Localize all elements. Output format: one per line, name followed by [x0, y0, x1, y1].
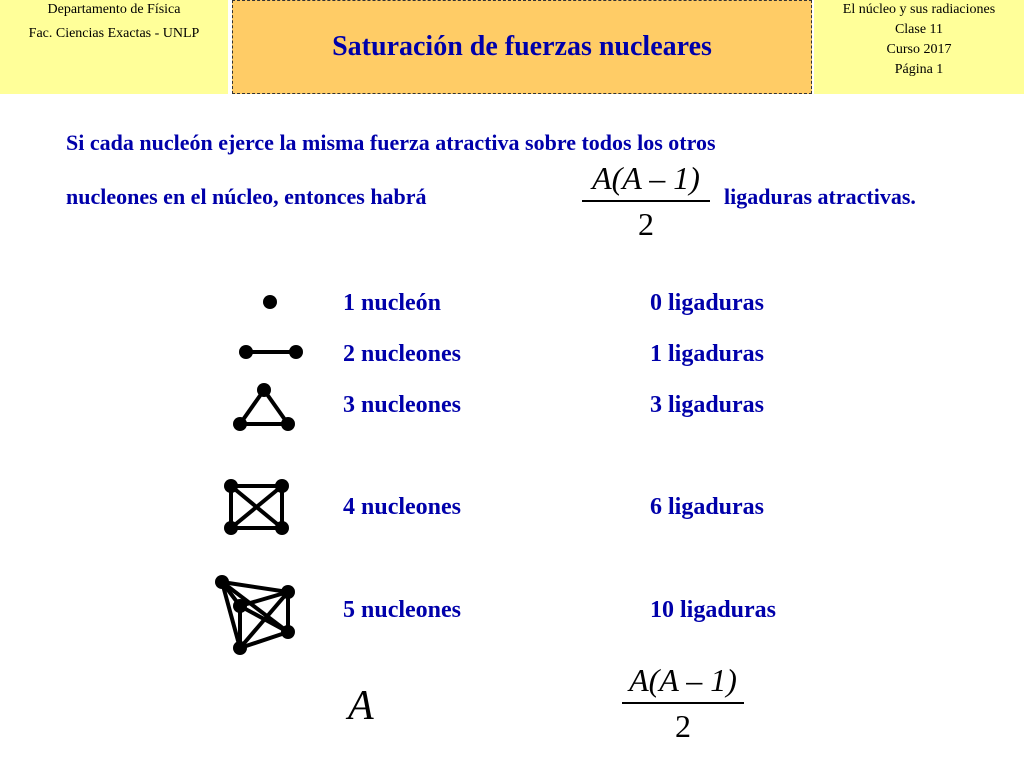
- diagram-4-node: [275, 479, 289, 493]
- formula-denominator: 2: [638, 206, 654, 242]
- header-course-name: El núcleo y sus radiaciones: [842, 2, 996, 17]
- diagram-5-edge: [240, 606, 288, 632]
- general-formula-numerator: A(A – 1): [629, 662, 737, 698]
- diagram-4-node: [275, 521, 289, 535]
- diagram-3-node: [233, 417, 247, 431]
- header-page: Página 1: [894, 62, 944, 77]
- row-1-nucleons: 1 nucleón: [343, 290, 442, 316]
- row-5-nucleons: 5 nucleones: [343, 597, 462, 623]
- formula-numerator: A(A – 1): [592, 160, 700, 196]
- diagram-4-node: [224, 521, 238, 535]
- header-department: Departamento de Física: [47, 2, 181, 17]
- header-faculty: Fac. Ciencias Exactas - UNLP: [28, 26, 200, 41]
- diagram-5-node: [281, 625, 295, 639]
- intro-line-1: Si cada nucleón ejerce la misma fuerza atractiva sobre todos los otros: [66, 130, 716, 155]
- diagram-2-node: [239, 345, 253, 359]
- page-title: Saturación de fuerzas nucleares: [332, 31, 712, 62]
- row-1-bonds: 0 ligaduras: [650, 290, 765, 316]
- row-2-nucleons: 2 nucleones: [343, 341, 462, 367]
- intro-line-2-end: ligaduras atractivas.: [724, 184, 916, 209]
- row-3-bonds: 3 ligaduras: [650, 392, 765, 418]
- row-4-nucleons: 4 nucleones: [343, 494, 462, 520]
- row-3-nucleons: 3 nucleones: [343, 392, 462, 418]
- diagram-5-node: [233, 641, 247, 655]
- header-year: Curso 2017: [886, 42, 952, 57]
- general-formula-bar: [622, 702, 744, 704]
- diagram-4-node: [224, 479, 238, 493]
- row-4-bonds: 6 ligaduras: [650, 494, 765, 520]
- diagram-2-node: [289, 345, 303, 359]
- diagram-3-node: [257, 383, 271, 397]
- intro-line-2-start: nucleones en el núcleo, entonces habrá: [66, 184, 427, 209]
- general-formula-denominator: 2: [675, 708, 691, 744]
- row-5-bonds: 10 ligaduras: [650, 597, 777, 623]
- diagram-5-node: [233, 599, 247, 613]
- diagram-3-node: [281, 417, 295, 431]
- diagram-5-node: [215, 575, 229, 589]
- general-nucleon-count: A: [348, 683, 374, 729]
- general-formula: [622, 662, 744, 744]
- diagram-5-node: [281, 585, 295, 599]
- header-class: Clase 11: [894, 22, 944, 37]
- row-2-bonds: 1 ligaduras: [650, 341, 765, 367]
- diagram-1-node: [263, 295, 277, 309]
